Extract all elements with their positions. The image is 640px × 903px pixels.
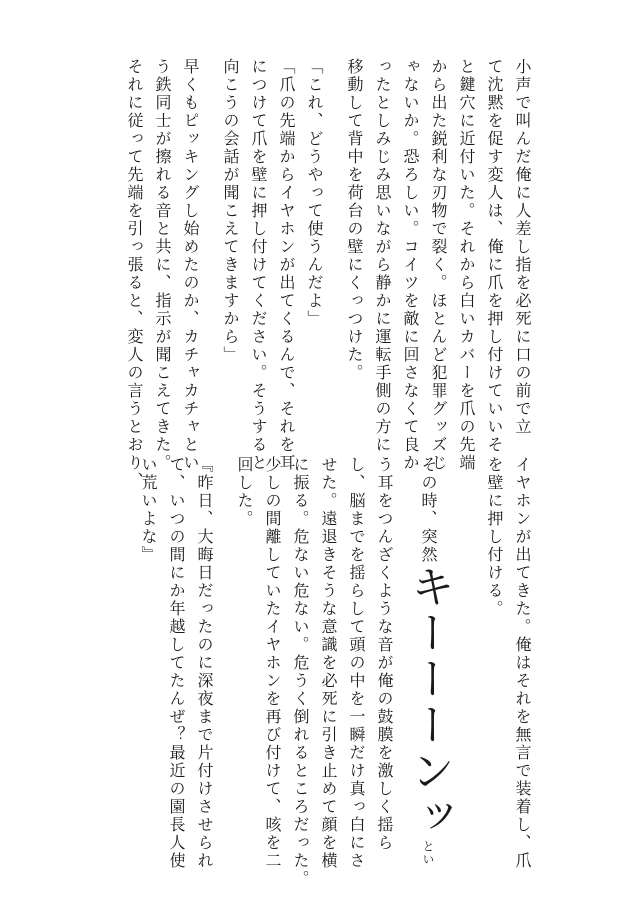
text-line: から出た鋭利な刃物で裂く。ほとんど犯罪グッズじ bbox=[429, 58, 448, 472]
text-line: 移動して背中を荷台の壁にくっつけた。 bbox=[345, 58, 364, 382]
dialogue-line: につけて爪を壁に押し付けてください。そうすると bbox=[249, 58, 268, 472]
dialogue-line: 向こうの会話が聞こえてきますから」 bbox=[221, 58, 240, 364]
dialogue-line: 「これ、どうやって使うんだよ」 bbox=[305, 58, 324, 328]
text-line: 少しの間離していたイヤホンを再び付けて、咳を二 bbox=[263, 456, 282, 870]
text-line: ゃないか。恐ろしい。コイツを敵に回さなくて良か bbox=[401, 58, 420, 472]
text-line: て沈黙を促す変人は、俺に爪を押し付けていいそ bbox=[485, 58, 504, 454]
dialogue-line: 『昨日、大晦日だったのに深夜まで片付けさせられ bbox=[195, 456, 214, 870]
dialogue-line: い荒いよな』 bbox=[139, 456, 158, 564]
text-line: に振る。危ない危ない。危うく倒れるところだった。 bbox=[291, 456, 310, 888]
text-line: 早くもピッキングし始めたのか、カチャカチャとい bbox=[181, 58, 200, 472]
text-line: ったとしみじみ思いながら静かに運転手側の方に bbox=[373, 58, 392, 454]
text-line: し、脳までを揺らして頭の中を一瞬だけ真っ白にさ bbox=[347, 456, 366, 870]
text-line: う鉄同士が擦れる音と共に、指示が聞こえてきた。 bbox=[153, 58, 172, 472]
text-line: 小声で叫んだ俺に人差し指を必死に口の前で立 bbox=[513, 58, 532, 436]
text-line: と鍵穴に近付いた。それから白いカバーを爪の先端 bbox=[457, 58, 476, 472]
dialogue-line: て、いつの間にか年越してたんぜ？最近の園長人使 bbox=[167, 456, 186, 870]
sound-effect-text: キーーーンッ bbox=[403, 564, 454, 840]
sound-effect-line bbox=[403, 456, 454, 866]
sound-effect-prefix: その時、突然 bbox=[419, 456, 438, 564]
text-line: イヤホンが出てきた。俺はそれを無言で装着し、爪 bbox=[513, 456, 532, 870]
text-line: 回した。 bbox=[235, 456, 254, 528]
text-line: それに従って先端を引っ張ると、変人の言うとおり、 bbox=[125, 58, 144, 490]
text-line: う耳をつんざくような音が俺の鼓膜を激しく揺ら bbox=[375, 456, 394, 852]
sound-effect-suffix: とい bbox=[421, 840, 435, 866]
text-line: を壁に押し付ける。 bbox=[485, 456, 504, 618]
text-line: せた。遠退きそうな意識を必死に引き止めて顔を横 bbox=[319, 456, 338, 870]
dialogue-line: 「爪の先端からイヤホンが出てくるんで、それを耳 bbox=[277, 58, 296, 472]
